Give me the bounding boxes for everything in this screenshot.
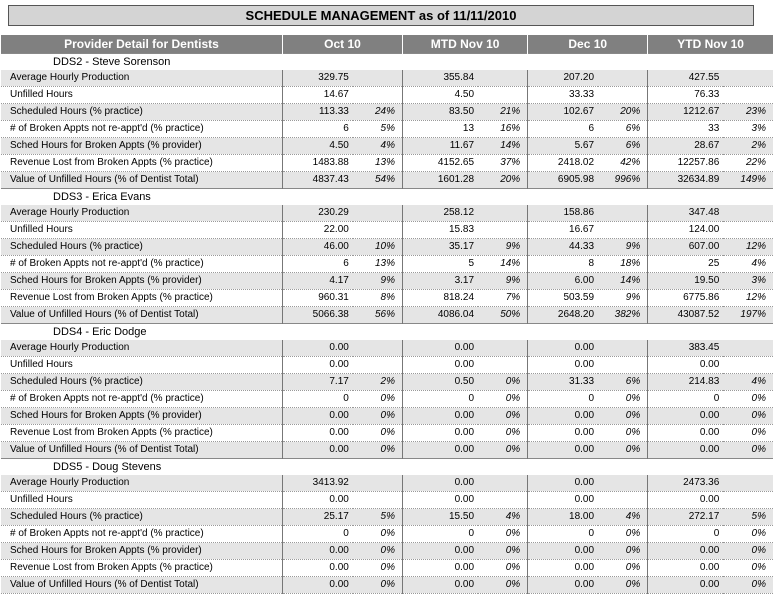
metric-value: 0.00 bbox=[648, 407, 724, 424]
metric-percent: 0% bbox=[478, 424, 528, 441]
provider-header-row bbox=[1, 53, 773, 70]
metric-value: 0 bbox=[282, 390, 352, 407]
metric-value: 0.00 bbox=[282, 424, 352, 441]
metric-label: # of Broken Appts not re-appt'd (% practice) bbox=[1, 255, 282, 272]
metric-value: 44.33 bbox=[528, 238, 598, 255]
metric-percent: 0% bbox=[478, 441, 528, 458]
metric-value: 0.00 bbox=[403, 441, 479, 458]
table-row bbox=[1, 272, 773, 289]
metric-percent bbox=[723, 475, 773, 492]
metric-percent: 14% bbox=[478, 255, 528, 272]
metric-label: Sched Hours for Broken Appts (% provider) bbox=[1, 542, 282, 559]
metric-value: 258.12 bbox=[403, 205, 479, 222]
metric-percent: 6% bbox=[598, 120, 648, 137]
metric-value: 5066.38 bbox=[282, 306, 352, 323]
metric-label: Value of Unfilled Hours (% of Dentist Total) bbox=[1, 576, 282, 593]
metric-value: 5.67 bbox=[528, 137, 598, 154]
metric-percent: 13% bbox=[353, 154, 403, 171]
metric-value: 0.00 bbox=[528, 491, 598, 508]
metric-value: 0.00 bbox=[403, 559, 479, 576]
metric-percent bbox=[353, 475, 403, 492]
metric-value: 33.33 bbox=[528, 86, 598, 103]
metric-value: 0.00 bbox=[403, 407, 479, 424]
metric-value: 3413.92 bbox=[282, 475, 352, 492]
metric-percent: 2% bbox=[353, 373, 403, 390]
metric-percent bbox=[478, 491, 528, 508]
metric-label: # of Broken Appts not re-appt'd (% practice) bbox=[1, 120, 282, 137]
metric-value: 0 bbox=[403, 390, 479, 407]
metric-percent: 4% bbox=[353, 137, 403, 154]
metric-value: 0 bbox=[528, 525, 598, 542]
metric-label: Sched Hours for Broken Appts (% provider) bbox=[1, 407, 282, 424]
metric-percent bbox=[353, 221, 403, 238]
metric-value: 1212.67 bbox=[648, 103, 724, 120]
table-row bbox=[1, 441, 773, 458]
metric-value: 960.31 bbox=[282, 289, 352, 306]
metric-value: 0.00 bbox=[648, 424, 724, 441]
metric-value: 4086.04 bbox=[403, 306, 479, 323]
header-oct: Oct 10 bbox=[282, 35, 402, 53]
table-row bbox=[1, 356, 773, 373]
table-row bbox=[1, 407, 773, 424]
metric-value: 3.17 bbox=[403, 272, 479, 289]
provider-name: DDS2 - Steve Sorenson bbox=[1, 53, 773, 70]
metric-percent: 9% bbox=[598, 238, 648, 255]
metric-label: Unfilled Hours bbox=[1, 491, 282, 508]
table-row bbox=[1, 340, 773, 357]
table-row bbox=[1, 508, 773, 525]
metric-percent: 382% bbox=[598, 306, 648, 323]
metric-value: 13 bbox=[403, 120, 479, 137]
metric-percent: 0% bbox=[723, 441, 773, 458]
provider-header-row bbox=[1, 323, 773, 340]
metric-value: 0 bbox=[648, 390, 724, 407]
metric-value: 46.00 bbox=[282, 238, 352, 255]
metric-value: 2648.20 bbox=[528, 306, 598, 323]
table-row bbox=[1, 120, 773, 137]
metric-value: 347.48 bbox=[648, 205, 724, 222]
table-row bbox=[1, 576, 773, 593]
table-row bbox=[1, 103, 773, 120]
metric-value: 6 bbox=[528, 120, 598, 137]
metric-label: Average Hourly Production bbox=[1, 475, 282, 492]
metric-percent bbox=[478, 86, 528, 103]
metric-percent: 50% bbox=[478, 306, 528, 323]
provider-name: DDS4 - Eric Dodge bbox=[1, 323, 773, 340]
metric-label: Average Hourly Production bbox=[1, 205, 282, 222]
table-row bbox=[1, 238, 773, 255]
metric-percent: 4% bbox=[723, 255, 773, 272]
metric-percent: 22% bbox=[723, 154, 773, 171]
metric-value: 0.00 bbox=[282, 576, 352, 593]
metric-value: 25 bbox=[648, 255, 724, 272]
metric-percent: 9% bbox=[598, 289, 648, 306]
metric-value: 0.00 bbox=[282, 340, 352, 357]
metric-value: 12257.86 bbox=[648, 154, 724, 171]
metric-value: 4.50 bbox=[403, 86, 479, 103]
metric-value: 0.00 bbox=[403, 424, 479, 441]
metric-value: 35.17 bbox=[403, 238, 479, 255]
metric-percent: 0% bbox=[478, 542, 528, 559]
metric-value: 0.00 bbox=[282, 491, 352, 508]
metric-value: 19.50 bbox=[648, 272, 724, 289]
metric-value: 15.83 bbox=[403, 221, 479, 238]
metric-percent: 7% bbox=[478, 289, 528, 306]
metric-value: 31.33 bbox=[528, 373, 598, 390]
metric-value: 15.50 bbox=[403, 508, 479, 525]
header-label-column: Provider Detail for Dentists bbox=[1, 35, 282, 53]
table-row bbox=[1, 70, 773, 87]
metric-value: 83.50 bbox=[403, 103, 479, 120]
metric-value: 32634.89 bbox=[648, 171, 724, 188]
metric-value: 0.00 bbox=[403, 340, 479, 357]
table-row bbox=[1, 137, 773, 154]
metric-label: Scheduled Hours (% practice) bbox=[1, 103, 282, 120]
metric-label: Value of Unfilled Hours (% of Dentist Total) bbox=[1, 171, 282, 188]
metric-label: Revenue Lost from Broken Appts (% practice) bbox=[1, 154, 282, 171]
metric-percent: 0% bbox=[353, 576, 403, 593]
metric-percent: 0% bbox=[723, 525, 773, 542]
metric-percent: 23% bbox=[723, 103, 773, 120]
metric-percent: 3% bbox=[723, 120, 773, 137]
metric-percent: 9% bbox=[353, 272, 403, 289]
metric-value: 2473.36 bbox=[648, 475, 724, 492]
metric-value: 76.33 bbox=[648, 86, 724, 103]
metric-percent: 21% bbox=[478, 103, 528, 120]
metric-label: # of Broken Appts not re-appt'd (% practice) bbox=[1, 525, 282, 542]
metric-percent: 14% bbox=[478, 137, 528, 154]
header-ytd-nov: YTD Nov 10 bbox=[648, 35, 773, 53]
table-row bbox=[1, 154, 773, 171]
metric-value: 0.00 bbox=[648, 576, 724, 593]
metric-percent: 0% bbox=[598, 390, 648, 407]
metric-percent: 0% bbox=[598, 441, 648, 458]
metric-percent: 6% bbox=[598, 373, 648, 390]
metric-value: 0.00 bbox=[282, 559, 352, 576]
metric-percent: 0% bbox=[478, 576, 528, 593]
metric-label: Average Hourly Production bbox=[1, 340, 282, 357]
metric-percent bbox=[723, 221, 773, 238]
metric-label: Average Hourly Production bbox=[1, 70, 282, 87]
metric-percent bbox=[598, 491, 648, 508]
metric-percent: 0% bbox=[353, 559, 403, 576]
metric-percent bbox=[353, 70, 403, 87]
table-row bbox=[1, 424, 773, 441]
metric-value: 11.67 bbox=[403, 137, 479, 154]
metric-percent: 0% bbox=[478, 559, 528, 576]
metric-percent: 0% bbox=[478, 390, 528, 407]
metric-percent bbox=[598, 86, 648, 103]
metric-value: 0.00 bbox=[528, 424, 598, 441]
metric-percent: 0% bbox=[478, 373, 528, 390]
metric-value: 1601.28 bbox=[403, 171, 479, 188]
metric-value: 18.00 bbox=[528, 508, 598, 525]
metric-percent: 42% bbox=[598, 154, 648, 171]
metric-value: 0.00 bbox=[403, 491, 479, 508]
metric-percent bbox=[353, 340, 403, 357]
metric-percent bbox=[478, 356, 528, 373]
metric-value: 0.00 bbox=[648, 491, 724, 508]
metric-value: 214.83 bbox=[648, 373, 724, 390]
metric-value: 102.67 bbox=[528, 103, 598, 120]
table-row bbox=[1, 542, 773, 559]
metric-value: 4152.65 bbox=[403, 154, 479, 171]
metric-value: 503.59 bbox=[528, 289, 598, 306]
metric-percent bbox=[598, 70, 648, 87]
metric-value: 6775.86 bbox=[648, 289, 724, 306]
metric-label: Value of Unfilled Hours (% of Dentist Total) bbox=[1, 441, 282, 458]
metric-label: Unfilled Hours bbox=[1, 221, 282, 238]
metric-value: 28.67 bbox=[648, 137, 724, 154]
metric-value: 22.00 bbox=[282, 221, 352, 238]
metric-percent: 0% bbox=[723, 424, 773, 441]
metric-value: 43087.52 bbox=[648, 306, 724, 323]
metric-value: 7.17 bbox=[282, 373, 352, 390]
metric-percent: 0% bbox=[353, 424, 403, 441]
metric-percent: 3% bbox=[723, 272, 773, 289]
metric-percent bbox=[723, 356, 773, 373]
metric-value: 113.33 bbox=[282, 103, 352, 120]
metric-percent: 0% bbox=[598, 424, 648, 441]
table-row bbox=[1, 491, 773, 508]
metric-percent: 0% bbox=[478, 525, 528, 542]
metric-percent: 10% bbox=[353, 238, 403, 255]
metric-percent: 0% bbox=[723, 542, 773, 559]
metric-value: 0.00 bbox=[403, 475, 479, 492]
metric-percent: 24% bbox=[353, 103, 403, 120]
table-row bbox=[1, 86, 773, 103]
metric-value: 207.20 bbox=[528, 70, 598, 87]
metric-percent: 20% bbox=[478, 171, 528, 188]
header-dec: Dec 10 bbox=[528, 35, 648, 53]
metric-label: # of Broken Appts not re-appt'd (% practice) bbox=[1, 390, 282, 407]
metric-percent: 0% bbox=[598, 407, 648, 424]
table-body bbox=[1, 53, 773, 593]
metric-percent: 197% bbox=[723, 306, 773, 323]
metric-percent bbox=[353, 205, 403, 222]
metric-percent bbox=[598, 475, 648, 492]
metric-percent bbox=[598, 340, 648, 357]
metric-percent: 12% bbox=[723, 289, 773, 306]
metric-value: 0.00 bbox=[282, 542, 352, 559]
metric-percent bbox=[478, 340, 528, 357]
metric-percent: 20% bbox=[598, 103, 648, 120]
metric-percent: 12% bbox=[723, 238, 773, 255]
metric-percent: 5% bbox=[353, 120, 403, 137]
metric-percent: 0% bbox=[598, 525, 648, 542]
metric-label: Scheduled Hours (% practice) bbox=[1, 508, 282, 525]
metric-percent: 996% bbox=[598, 171, 648, 188]
metric-value: 0.00 bbox=[648, 441, 724, 458]
metric-label: Value of Unfilled Hours (% of Dentist Total) bbox=[1, 306, 282, 323]
metric-percent: 4% bbox=[478, 508, 528, 525]
provider-name: DDS3 - Erica Evans bbox=[1, 188, 773, 205]
metric-percent: 8% bbox=[353, 289, 403, 306]
metric-value: 0 bbox=[282, 525, 352, 542]
metric-percent: 18% bbox=[598, 255, 648, 272]
metric-percent bbox=[723, 340, 773, 357]
metric-percent: 14% bbox=[598, 272, 648, 289]
metric-label: Sched Hours for Broken Appts (% provider) bbox=[1, 137, 282, 154]
table-row bbox=[1, 306, 773, 323]
metric-percent: 149% bbox=[723, 171, 773, 188]
metric-percent bbox=[478, 205, 528, 222]
metric-value: 8 bbox=[528, 255, 598, 272]
metric-value: 329.75 bbox=[282, 70, 352, 87]
metric-label: Revenue Lost from Broken Appts (% practice) bbox=[1, 289, 282, 306]
metric-value: 0.00 bbox=[403, 356, 479, 373]
report-title: SCHEDULE MANAGEMENT as of 11/11/2010 bbox=[8, 5, 754, 26]
metric-percent bbox=[598, 205, 648, 222]
provider-header-row bbox=[1, 188, 773, 205]
metric-percent: 9% bbox=[478, 238, 528, 255]
metric-percent: 6% bbox=[598, 137, 648, 154]
table-header-row bbox=[1, 35, 773, 53]
metric-percent: 0% bbox=[723, 407, 773, 424]
metric-value: 0.00 bbox=[282, 407, 352, 424]
metric-percent: 56% bbox=[353, 306, 403, 323]
metric-value: 0 bbox=[648, 525, 724, 542]
metric-percent: 0% bbox=[353, 441, 403, 458]
metric-value: 0.00 bbox=[648, 542, 724, 559]
metric-percent bbox=[723, 491, 773, 508]
metric-value: 272.17 bbox=[648, 508, 724, 525]
metric-percent: 0% bbox=[598, 542, 648, 559]
metric-value: 0.00 bbox=[528, 441, 598, 458]
metric-value: 124.00 bbox=[648, 221, 724, 238]
metric-percent bbox=[478, 70, 528, 87]
metric-value: 33 bbox=[648, 120, 724, 137]
metric-value: 0.00 bbox=[528, 340, 598, 357]
metric-percent: 0% bbox=[478, 407, 528, 424]
metric-value: 0.00 bbox=[648, 559, 724, 576]
table-row bbox=[1, 475, 773, 492]
metric-label: Unfilled Hours bbox=[1, 356, 282, 373]
metric-percent: 0% bbox=[353, 525, 403, 542]
metric-percent: 0% bbox=[723, 576, 773, 593]
metric-percent: 0% bbox=[353, 542, 403, 559]
metric-value: 5 bbox=[403, 255, 479, 272]
metric-value: 0.00 bbox=[528, 542, 598, 559]
metric-value: 14.67 bbox=[282, 86, 352, 103]
metric-percent bbox=[353, 356, 403, 373]
metric-value: 383.45 bbox=[648, 340, 724, 357]
header-mtd-nov: MTD Nov 10 bbox=[403, 35, 528, 53]
metric-value: 0.00 bbox=[282, 356, 352, 373]
metric-value: 0 bbox=[528, 390, 598, 407]
metric-value: 6 bbox=[282, 120, 352, 137]
table-row bbox=[1, 255, 773, 272]
metric-value: 0.00 bbox=[648, 356, 724, 373]
table-row bbox=[1, 289, 773, 306]
metric-percent bbox=[723, 205, 773, 222]
provider-name: DDS5 - Doug Stevens bbox=[1, 458, 773, 475]
metric-value: 0.00 bbox=[528, 407, 598, 424]
table-row bbox=[1, 390, 773, 407]
metric-percent: 2% bbox=[723, 137, 773, 154]
metric-percent bbox=[353, 86, 403, 103]
metric-value: 1483.88 bbox=[282, 154, 352, 171]
metric-percent: 0% bbox=[598, 559, 648, 576]
metric-percent: 5% bbox=[723, 508, 773, 525]
metric-label: Scheduled Hours (% practice) bbox=[1, 373, 282, 390]
metric-percent: 13% bbox=[353, 255, 403, 272]
metric-label: Revenue Lost from Broken Appts (% practice) bbox=[1, 424, 282, 441]
table-row bbox=[1, 559, 773, 576]
provider-header-row bbox=[1, 458, 773, 475]
metric-value: 25.17 bbox=[282, 508, 352, 525]
metric-value: 0.00 bbox=[282, 441, 352, 458]
table-row bbox=[1, 221, 773, 238]
metric-value: 6 bbox=[282, 255, 352, 272]
metric-percent: 4% bbox=[598, 508, 648, 525]
metric-value: 0.00 bbox=[528, 475, 598, 492]
metric-value: 16.67 bbox=[528, 221, 598, 238]
metric-value: 818.24 bbox=[403, 289, 479, 306]
metric-value: 4837.43 bbox=[282, 171, 352, 188]
metric-percent bbox=[478, 475, 528, 492]
metric-percent: 37% bbox=[478, 154, 528, 171]
metric-percent: 16% bbox=[478, 120, 528, 137]
metric-value: 6905.98 bbox=[528, 171, 598, 188]
schedule-table bbox=[1, 35, 773, 594]
metric-percent bbox=[723, 70, 773, 87]
metric-value: 230.29 bbox=[282, 205, 352, 222]
metric-percent: 54% bbox=[353, 171, 403, 188]
table-row bbox=[1, 525, 773, 542]
metric-value: 0.50 bbox=[403, 373, 479, 390]
metric-percent: 0% bbox=[723, 390, 773, 407]
metric-label: Sched Hours for Broken Appts (% provider) bbox=[1, 272, 282, 289]
metric-value: 0 bbox=[403, 525, 479, 542]
metric-label: Unfilled Hours bbox=[1, 86, 282, 103]
metric-value: 158.86 bbox=[528, 205, 598, 222]
metric-percent: 0% bbox=[598, 576, 648, 593]
metric-percent: 4% bbox=[723, 373, 773, 390]
metric-value: 4.50 bbox=[282, 137, 352, 154]
metric-percent bbox=[598, 356, 648, 373]
metric-percent bbox=[598, 221, 648, 238]
table-row bbox=[1, 171, 773, 188]
metric-value: 4.17 bbox=[282, 272, 352, 289]
metric-percent: 9% bbox=[478, 272, 528, 289]
metric-value: 2418.02 bbox=[528, 154, 598, 171]
metric-value: 0.00 bbox=[403, 576, 479, 593]
metric-percent bbox=[478, 221, 528, 238]
metric-percent: 5% bbox=[353, 508, 403, 525]
metric-value: 0.00 bbox=[528, 356, 598, 373]
metric-label: Revenue Lost from Broken Appts (% practice) bbox=[1, 559, 282, 576]
metric-value: 0.00 bbox=[403, 542, 479, 559]
metric-percent bbox=[723, 86, 773, 103]
table-row bbox=[1, 205, 773, 222]
metric-value: 0.00 bbox=[528, 559, 598, 576]
metric-percent: 0% bbox=[353, 390, 403, 407]
metric-value: 355.84 bbox=[403, 70, 479, 87]
table-row bbox=[1, 373, 773, 390]
metric-label: Scheduled Hours (% practice) bbox=[1, 238, 282, 255]
metric-value: 0.00 bbox=[528, 576, 598, 593]
metric-value: 607.00 bbox=[648, 238, 724, 255]
metric-value: 427.55 bbox=[648, 70, 724, 87]
metric-percent bbox=[353, 491, 403, 508]
metric-percent: 0% bbox=[353, 407, 403, 424]
metric-percent: 0% bbox=[723, 559, 773, 576]
metric-value: 6.00 bbox=[528, 272, 598, 289]
